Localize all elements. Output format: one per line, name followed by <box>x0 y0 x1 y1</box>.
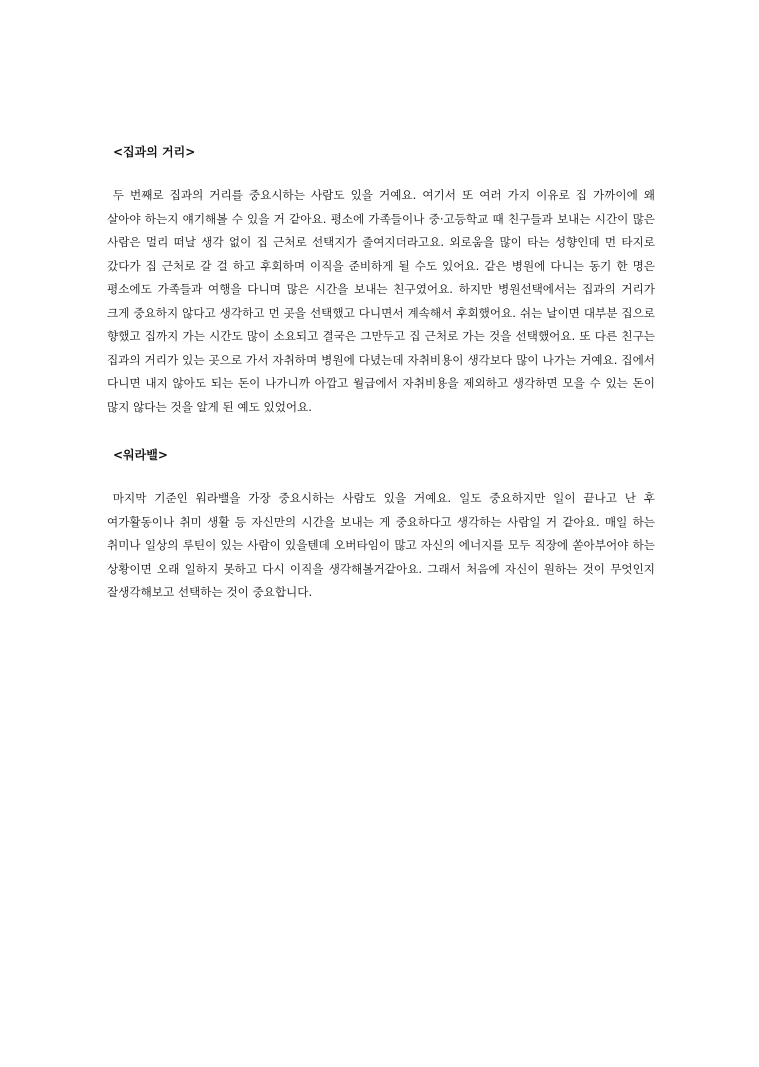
section-paragraph-distance: 두 번째로 집과의 거리를 중요시하는 사람도 있을 거예요. 여기서 또 여러 가지 이유로 집 가까이에 왜 살아야 하는지 얘기해볼 수 있을 거 같아요. 평소에 가족들이나 중·고등학교 때 친구들과 보내는 시간이 많은 사람은 멀리 떠날 생각 없이 집 근처로 선택지가 줄여지더라고요. 외로움을 많이 타는 성향인데 먼 타지로 갔다가 집 근처로 갈 걸 하고 후회하며 이직을 준비하게 될 수도 있어요. 같은 병원에 다니는 동기 한 명은 평소에도 가족들과 여행을 다니며 많은 시간을 보내는 친구였어요. 하지만 병원선택에서는 집과의 거리가 크게 중요하지 않다고 생각하고 먼 곳을 선택했고 다니면서 계속해서 후회했어요. 쉬는 날이면 대부분 집으로 향했고 집까지 가는 시간도 많이 소요되고 결국은 그만두고 집 근처로 가는 것을 선택했어요. 또 다른 친구는 집과의 거리가 있는 곳으로 가서 자취하며 병원에 다녔는데 자취비용이 생각보다 많이 나가는 거예요. 집에서 다니면 내지 않아도 되는 돈이 나가니까 아깝고 월급에서 자취비용을 제외하고 생각하면 모을 수 있는 돈이 많지 않다는 것을 알게 된 예도 있었어요. <box>107 188 655 414</box>
section-heading-distance: <집과의 거리> <box>113 145 196 159</box>
document-page <box>107 142 655 605</box>
section-heading-work-life-balance: <워라밸> <box>113 448 168 462</box>
section-paragraph-work-life-balance: 마지막 기준인 워라밸을 가장 중요시하는 사람도 있을 거예요. 일도 중요하지만 일이 끝나고 난 후 여가활동이나 취미 생활 등 자신만의 시간을 보내는 게 중요하다고 생각하는 사람일 거 같아요. 매일 하는 취미나 일상의 루틴이 있는 사람이 있을텐데 오버타임이 많고 자신의 에너지를 모두 직장에 쏟아부어야 하는 상황이면 오래 일하지 못하고 다시 이직을 생각해볼거같아요. 그래서 처음에 자신이 원하는 것이 무엇인지 잘생각해보고 선택하는 것이 중요합니다. <box>107 491 655 599</box>
